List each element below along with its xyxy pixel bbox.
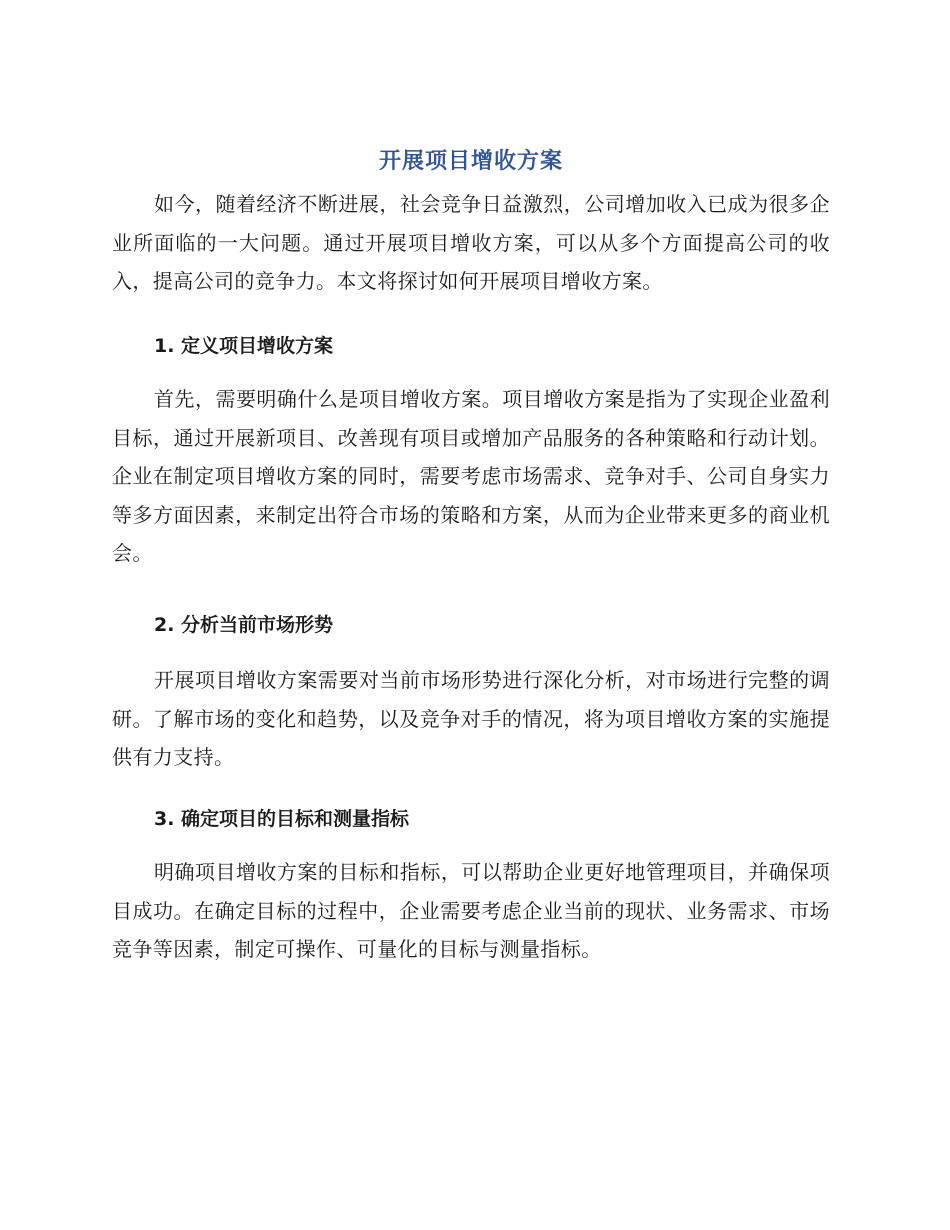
intro-paragraph: 如今，随着经济不断进展，社会竞争日益激烈，公司增加收入已成为很多企业所面临的一大问题。通过开展项目增收方案，可以从多个方面提高公司的收入，提高公司的竞争力。本文将探讨如何开展项目增收方案。 bbox=[112, 192, 830, 293]
section-3-body: 明确项目增收方案的目标和指标，可以帮助企业更好地管理项目，并确保项目成功。在确定目标的过程中，企业需要考虑企业当前的现状、业务需求、市场竞争等因素，制定可操作、可量化的目标与测量指标。 bbox=[112, 860, 830, 961]
section-1-body: 首先，需要明确什么是项目增收方案。项目增收方案是指为了实现企业盈利目标，通过开展新项目、改善现有项目或增加产品服务的各种策略和行动计划。企业在制定项目增收方案的同时，需要考虑市场需求、竞争对手、公司自身实力等多方面因素，来制定出符合市场的策略和方案，从而为企业带来更多的商业机会。 bbox=[112, 387, 830, 565]
section-3-heading: 3. 确定项目的目标和测量指标 bbox=[154, 808, 410, 830]
section-2-heading: 2. 分析当前市场形势 bbox=[154, 614, 334, 636]
section-2-body: 开展项目增收方案需要对当前市场形势进行深化分析，对市场进行完整的调研。了解市场的变化和趋势，以及竞争对手的情况，将为项目增收方案的实施提供有力支持。 bbox=[112, 668, 830, 769]
document-title: 开展项目增收方案 bbox=[378, 149, 563, 174]
section-1-heading: 1. 定义项目增收方案 bbox=[154, 335, 334, 357]
